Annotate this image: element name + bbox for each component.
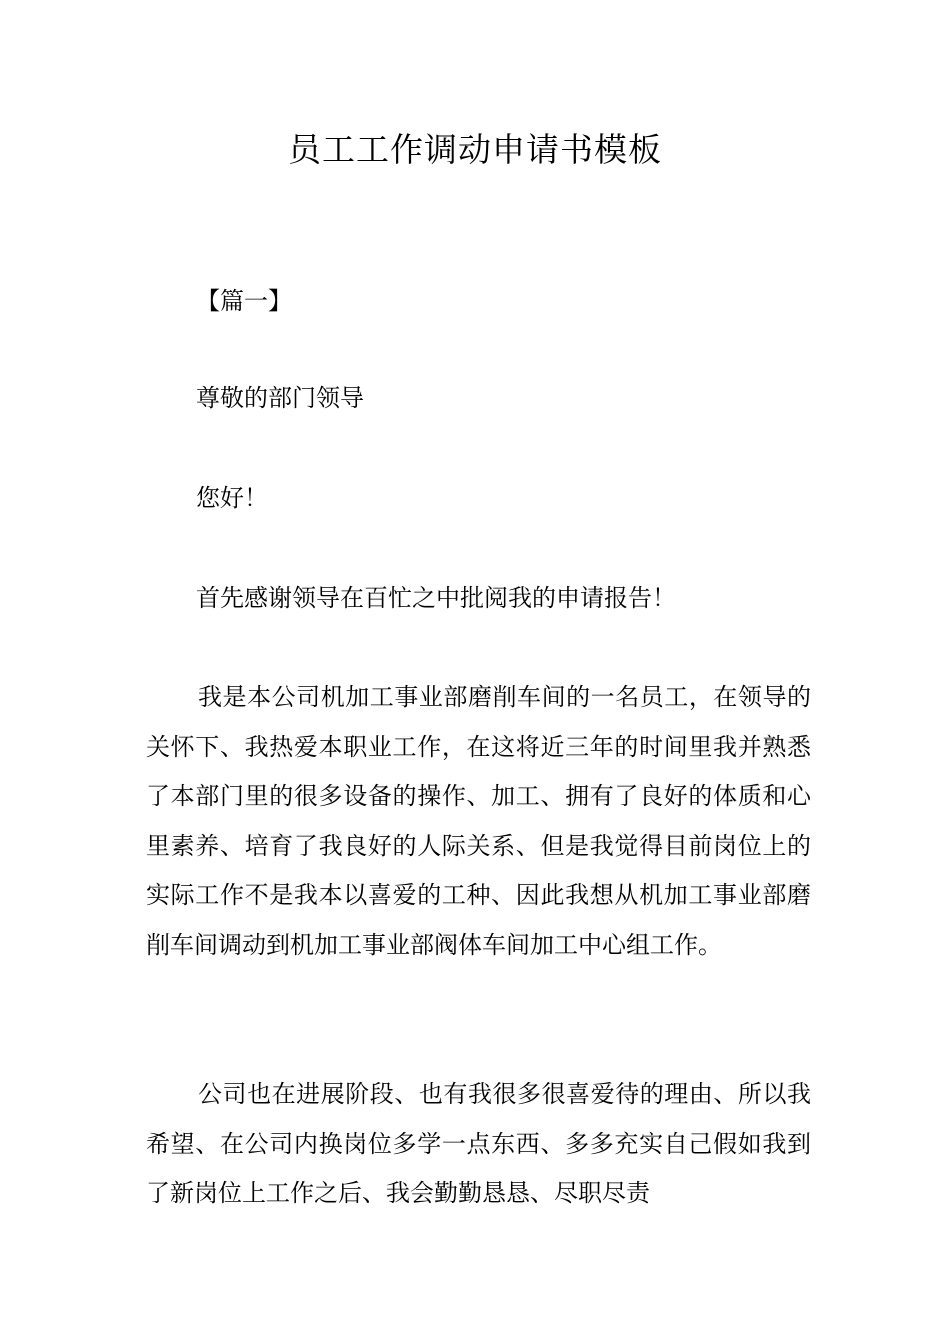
opening-line: 首先感谢领导在百忙之中批阅我的申请报告！ (196, 584, 676, 612)
salutation: 尊敬的部门领导 (196, 384, 364, 412)
body-paragraph-2: 公司也在进展阶段、也有我很多很喜爱待的理由、所以我希望、在公司内换岗位多学一点东西、多多充实自己假如我到了新岗位上工作之后、我会勤勤恳恳、尽职尽责 (146, 1080, 811, 1208)
greeting: 您好！ (196, 484, 268, 512)
section-label: 【篇一】 (196, 287, 292, 315)
document-title: 员工工作调动申请书模板 (288, 130, 662, 169)
body-paragraph-1: 我是本公司机加工事业部磨削车间的一名员工，在领导的关怀下、我热爱本职业工作，在这将近三年的时间里我并熟悉了本部门里的很多设备的操作、加工、拥有了良好的体质和心里素养、培育了我良好的人际关系、但是我觉得目前岗位上的实际工作不是我本以喜爱的工种、因此我想从机加工事业部磨削车间调动到机加工事业部阀体车间加工中心组工作。 (146, 683, 811, 959)
